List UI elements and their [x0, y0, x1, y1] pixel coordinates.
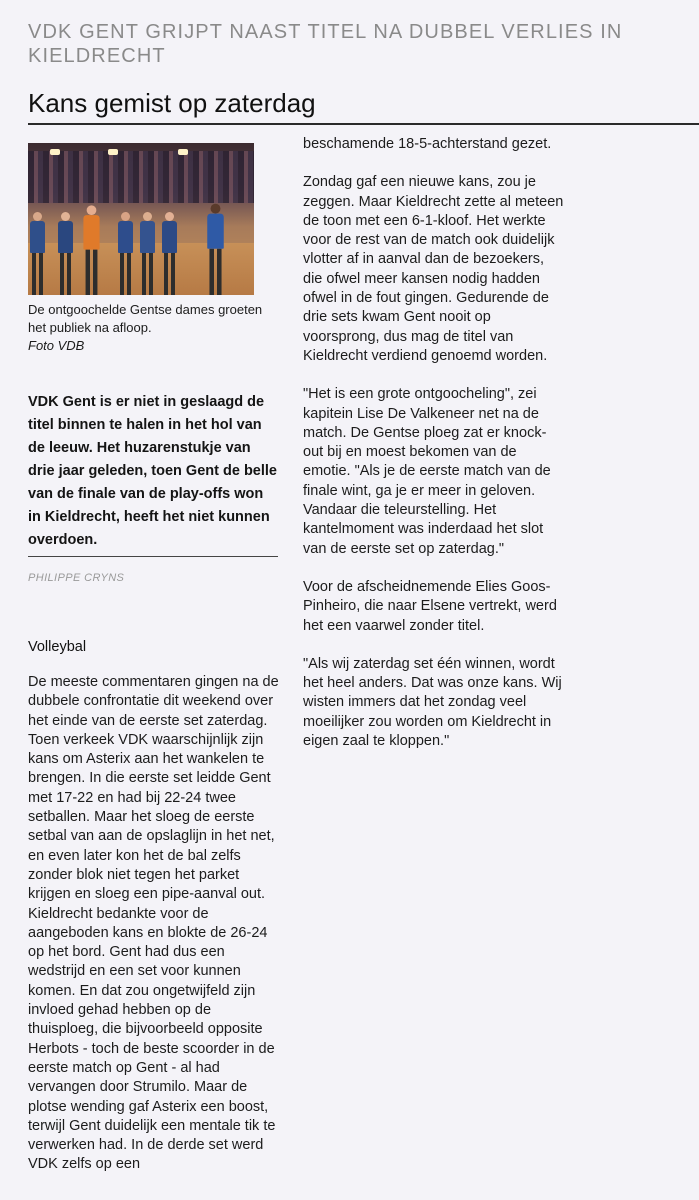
article-lead: VDK Gent is er niet in geslaagd de titel binnen te halen in het hol van de leeuw. Het huzarenstukje van drie jaar geleden, toen Gent de belle van de finale van de play-offs won in Kieldrecht, heeft het niet kunnen overdoen.: [28, 394, 277, 548]
photo-credit: Foto VDB: [28, 338, 85, 353]
body-paragraph: beschamende 18-5-achterstand gezet.: [303, 136, 552, 152]
right-column: [303, 135, 565, 770]
team-photo: [28, 143, 254, 295]
photo-player: [207, 204, 224, 295]
photo-player: [30, 212, 45, 295]
body-paragraph: De meeste commentaren gingen na de dubbele confrontatie dit weekend over het einde van de eerste set zaterdag. Toen verkeek VDK waarschijnlijk zijn kans om Asterix aan het wankelen te brengen. In die eerste set leidde Gent met 17-22 en had bij 22-24 twee setballen. Maar het sloeg de eerste setbal van aan de opslaglijn in het net, en even later kon het de bal zelfs zonder blok niet tegen het parket krijgen en sloeg een pipe-aanval out. Kieldrecht bedankte voor de aangeboden kans en blokte de 26-24 op het bord. Gent had dus een wedstrijd en een set voor kunnen komen. En dat zou ongetwijfeld zijn invloed gehad hebben op de thuisploeg, die bijvoorbeeld opposite Herbots - toch de beste scoorder in de eerste match op Gent - al had vervangen door Strumilo. Maar de plotse wending gaf Asterix een boost, terwijl Gent duidelijk een mentale tik te verwerken had. In de derde set werd VDK zelfs op een: [28, 674, 279, 1173]
body-paragraph: "Het is een grote ontgoocheling", zei kapitein Lise De Valkeneer net na de match. De Gentse ploeg zat er knock-out bij en moest bekomen van de emotie. "Als je de eerste match van de finale wint, ga je er meer in geloven. Vandaar die teleurstelling. Het kantelmoment was inderdaad het slot van de eerste set op zaterdag.": [303, 386, 551, 557]
photo-caption: De ontgoochelde Gentse dames groeten het publiek na afloop.: [28, 302, 263, 335]
body-paragraph: Voor de afscheidnemende Elies Goos-Pinheiro, die naar Elsene vertrekt, werd het een vaarwel zonder titel.: [303, 578, 557, 634]
body-paragraph: "Als wij zaterdag set één winnen, wordt het heel anders. Dat was onze kans. Wij wisten immers dat het zondag veel moeilijker zou worden om Kieldrecht in eigen zaal te kloppen.": [303, 655, 562, 750]
photo-player: [118, 212, 133, 295]
photo-light: [50, 149, 60, 155]
photo-crowd: [28, 151, 254, 203]
body-paragraph: Zondag gaf een nieuwe kans, zou je zeggen. Maar Kieldrecht zette al meteen de toon met een 6-1-kloof. Het werkte voor de rest van de match ook duidelijk vlotter af in aanval dan de bezoekers, die ofwel meer kansen nodig hadden ofwel in de fout gingen. Gedurende de drie sets kwam Gent nooit op voorsprong, dus mag de titel van Kieldrecht verdiend genoemd worden.: [303, 174, 564, 364]
photo-light: [178, 149, 188, 155]
section-label: Volleybal: [28, 639, 87, 655]
article-headline: Kans gemist op zaterdag: [28, 88, 316, 118]
article-kicker: VDK GENT GRIJPT NAAST TITEL NA DUBBEL VERLIES IN KIELDRECHT: [28, 21, 623, 67]
lead-divider: [28, 556, 278, 557]
photo-player: [83, 205, 99, 295]
photo-player: [140, 212, 155, 295]
photo-player: [58, 212, 73, 295]
photo-light: [108, 149, 118, 155]
headline-divider: [28, 123, 699, 125]
photo-player: [162, 212, 177, 295]
left-column: [28, 143, 280, 1175]
article-byline: PHILIPPE CRYNS: [28, 572, 125, 584]
